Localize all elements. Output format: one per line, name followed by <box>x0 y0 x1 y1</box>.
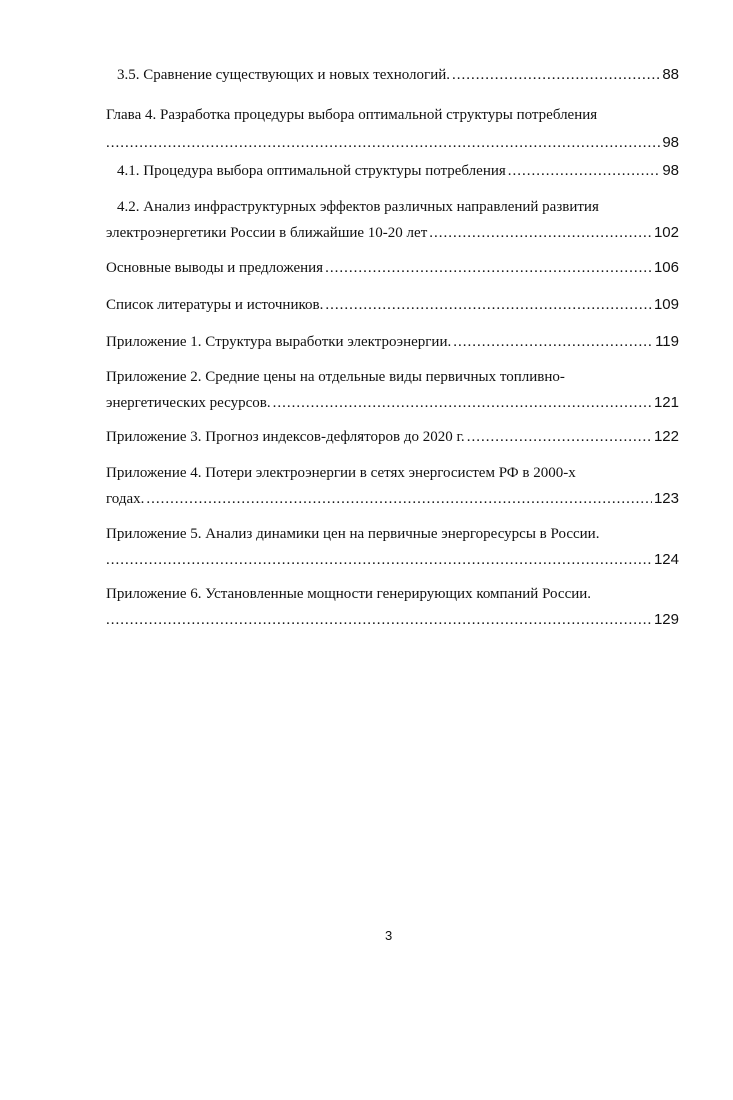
toc-entry-title: Список литературы и источников. <box>106 297 324 313</box>
dot-leader <box>453 331 653 353</box>
toc-entry-page: 129 <box>653 611 679 628</box>
toc-entry-page: 106 <box>653 259 679 276</box>
toc-entry-title: Глава 4. Разработка процедуры выбора оптимальной структуры потребления <box>106 107 598 123</box>
dot-leader <box>508 160 661 182</box>
toc-entry-title: Приложение 1. Структура выработки электроэнергии. <box>106 334 452 350</box>
toc-entry-page: 109 <box>653 296 679 313</box>
toc-entry-page: 121 <box>653 394 679 411</box>
toc-entry-page: 98 <box>662 162 679 179</box>
toc-entry-title: Основные выводы и предложения <box>106 260 324 276</box>
dot-leader <box>146 488 652 510</box>
dot-leader <box>325 294 652 316</box>
dot-leader <box>325 257 652 279</box>
toc-entry <box>117 160 679 182</box>
page-number: 3 <box>385 928 393 943</box>
toc-entry-page: 88 <box>662 66 679 83</box>
toc-entry-page: 98 <box>662 134 679 151</box>
toc-entry-title: Приложение 2. Средние цены на отдельные виды первичных топливно- <box>106 369 565 385</box>
toc-entry-title-cont: годах. <box>106 491 145 507</box>
toc-entry <box>106 104 679 154</box>
toc-entry-title: Приложение 3. Прогноз индексов-дефляторов до 2020 г. <box>106 429 465 445</box>
toc-entry <box>106 257 679 279</box>
toc-entry <box>106 583 679 631</box>
dot-leader <box>467 426 652 448</box>
toc-entry <box>117 64 679 86</box>
toc-entry <box>106 523 679 571</box>
dot-leader <box>273 392 652 414</box>
toc-entry-page: 119 <box>655 333 679 350</box>
dot-leader <box>452 64 660 86</box>
toc-entry-title: Приложение 4. Потери электроэнергии в сетях энергосистем РФ в 2000-х <box>106 465 576 481</box>
dot-leader <box>106 609 652 631</box>
toc-entry-page: 124 <box>653 551 679 568</box>
toc-entry-title-cont: электроэнергетики России в ближайшие 10-20 лет <box>106 225 428 241</box>
toc-entry <box>106 331 679 353</box>
toc-entry-page: 123 <box>653 490 679 507</box>
dot-leader <box>429 222 652 244</box>
toc-entry <box>106 426 679 448</box>
toc-entry <box>106 462 679 510</box>
toc-entry-page: 122 <box>653 428 679 445</box>
toc-entry <box>106 294 679 316</box>
toc-entry-title: 4.1. Процедура выбора оптимальной структуры потребления <box>117 163 506 179</box>
toc-entry-title: 3.5. Сравнение существующих и новых технологий. <box>117 67 451 83</box>
toc-entry-title: 4.2. Анализ инфраструктурных эффектов различных направлений развития <box>117 199 599 215</box>
toc-entry-page: 102 <box>653 224 679 241</box>
dot-leader <box>106 549 652 571</box>
toc-entry-title: Приложение 6. Установленные мощности генерирующих компаний России. <box>106 586 592 602</box>
toc-entry-title: Приложение 5. Анализ динамики цен на первичные энергоресурсы в России. <box>106 526 600 542</box>
toc-entry-title-cont: энергетических ресурсов. <box>106 395 271 411</box>
toc-entry <box>106 366 679 414</box>
dot-leader <box>106 132 660 154</box>
toc-entry <box>106 196 679 244</box>
